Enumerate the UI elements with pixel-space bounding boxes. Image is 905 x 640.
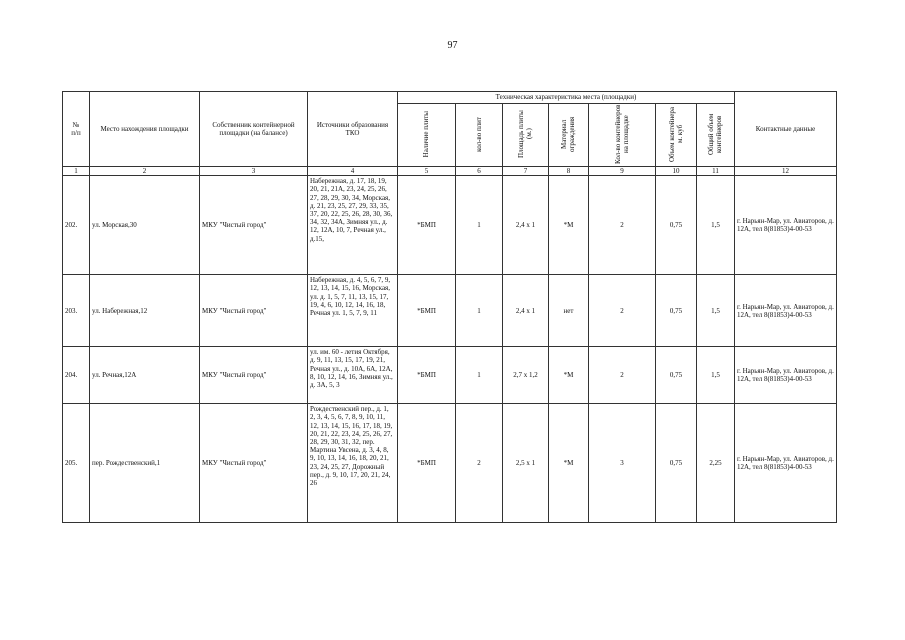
header-location: Место нахождения площадки (90, 92, 200, 167)
row-plate: *БМП (398, 275, 456, 347)
row-num: 204. (63, 347, 90, 404)
row-plate-area: 2,5 х 1 (503, 404, 549, 523)
row-num: 205. (63, 404, 90, 523)
column-number: 1 (63, 167, 90, 176)
column-number: 7 (503, 167, 549, 176)
row-volume: 0,75 (656, 404, 697, 523)
row-plate: *БМП (398, 176, 456, 275)
header-plate-area: Площадь плиты (м.) (517, 110, 534, 158)
column-number: 3 (200, 167, 308, 176)
row-volume: 0,75 (656, 275, 697, 347)
column-number: 2 (90, 167, 200, 176)
row-total-volume: 2,25 (697, 404, 735, 523)
row-containers: 2 (589, 275, 656, 347)
header-plate-count: кол-во плит (474, 116, 483, 152)
column-number: 10 (656, 167, 697, 176)
row-containers: 3 (589, 404, 656, 523)
column-number: 9 (589, 167, 656, 176)
row-plate-area: 2,4 х 1 (503, 275, 549, 347)
column-number: 12 (735, 167, 837, 176)
row-plate-area: 2,4 х 1 (503, 176, 549, 275)
row-plate: *БМП (398, 347, 456, 404)
row-total-volume: 1,5 (697, 347, 735, 404)
row-contacts: г. Нарьян-Мар, ул. Авиаторов, д. 12А, тел 8(81853)4-00-53 (735, 176, 837, 275)
row-owner: МКУ "Чистый город" (200, 347, 308, 404)
row-location: ул. Морская,30 (90, 176, 200, 275)
row-location: ул. Набережная,12 (90, 275, 200, 347)
table-row (63, 347, 837, 404)
header-containers: Кол-во контейнеров на площадке (613, 104, 630, 164)
table-row (63, 275, 837, 347)
row-volume: 0,75 (656, 176, 697, 275)
header-volume: Объем контейнера м. куб (667, 106, 684, 162)
row-plate-count: 2 (456, 404, 503, 523)
column-number: 8 (549, 167, 589, 176)
header-owner: Собственник контейнерной площадки (на балансе) (200, 92, 308, 167)
row-location: ул. Речная,12А (90, 347, 200, 404)
row-plate-count: 1 (456, 347, 503, 404)
container-sites-table (62, 91, 837, 523)
row-owner: МКУ "Чистый город" (200, 275, 308, 347)
row-contacts: г. Нарьян-Мар, ул. Авиаторов, д. 12А, тел 8(81853)4-00-53 (735, 275, 837, 347)
row-sources: Рождественский пер., д. 1, 2, 3, 4, 5, 6, 7, 8, 9, 10, 11, 12, 13, 14, 15, 16, 17, 18, 19, 20, 21, 22, 23, 24, 25, 26, 27, 28, 29, 30, 31, 32, пер. Мартина Увсена, д. 3, 4, 8, 9, 10, 13, 14, 16, 18, 20, 21, 23, 24, 25, 27, Дорожный пер., д. 9, 10, 17, 20, 21, 24, 26 (308, 404, 398, 523)
row-plate: *БМП (398, 404, 456, 523)
row-fence: *М (549, 404, 589, 523)
row-fence: нет (549, 275, 589, 347)
row-sources: Набережная, д. 4, 5, 6, 7, 9, 12, 13, 14, 15, 16, Морская, ул. д. 1, 5, 7, 11, 13, 15, 17, 19, 4, 6, 10, 12, 14, 16, 18, Речная ул. 1, 5, 7, 9, 11 (308, 275, 398, 347)
row-contacts: г. Нарьян-Мар, ул. Авиаторов, д. 12А, тел 8(81853)4-00-53 (735, 347, 837, 404)
row-owner: МКУ "Чистый город" (200, 404, 308, 523)
row-location: пер. Рождественский,1 (90, 404, 200, 523)
column-number: 5 (398, 167, 456, 176)
row-num: 202. (63, 176, 90, 275)
row-total-volume: 1,5 (697, 176, 735, 275)
row-total-volume: 1,5 (697, 275, 735, 347)
header-fence: Материал ограждения (560, 116, 577, 152)
column-number: 11 (697, 167, 735, 176)
header-contacts: Контактные данные (735, 92, 837, 167)
row-plate-count: 1 (456, 176, 503, 275)
page-number: 97 (447, 40, 458, 51)
row-containers: 2 (589, 176, 656, 275)
column-number-row (63, 167, 837, 176)
header-sources: Источники образования ТКО (308, 92, 398, 167)
header-total-volume: Общий объем контейнеров (707, 113, 724, 155)
table-row (63, 176, 837, 275)
row-num: 203. (63, 275, 90, 347)
row-contacts: г. Нарьян-Мар, ул. Авиаторов, д. 12А, тел 8(81853)4-00-53 (735, 404, 837, 523)
row-containers: 2 (589, 347, 656, 404)
column-number: 6 (456, 167, 503, 176)
row-fence: *М (549, 347, 589, 404)
row-owner: МКУ "Чистый город" (200, 176, 308, 275)
row-fence: *М (549, 176, 589, 275)
column-number: 4 (308, 167, 398, 176)
header-plate: Наличие плиты (422, 110, 431, 158)
header-tech: Техническая характеристика места (площадки) (398, 92, 735, 104)
row-plate-area: 2,7 х 1,2 (503, 347, 549, 404)
row-volume: 0,75 (656, 347, 697, 404)
header-num: № п/п (63, 92, 90, 167)
row-plate-count: 1 (456, 275, 503, 347)
table-row (63, 404, 837, 523)
row-sources: ул. им. 60 - летия Октября, д. 9, 11, 13, 15, 17, 19, 21, Речная ул., д. 10А, 6А, 12А, 8, 10, 12, 14, 16, Зимняя ул., д. 3А, 5, 3 (308, 347, 398, 404)
row-sources: Набережная, д. 17, 18, 19, 20, 21, 21А, 23, 24, 25, 26, 27, 28, 29, 30, 34, Морская, д. 21, 23, 25, 27, 29, 33, 35, 37, 20, 22, 25, 26, 28, 30, 36, 34, 32, 34А, Зимняя ул., д. 12, 12А, 10, 7, Речная ул., д.15, (308, 176, 398, 275)
